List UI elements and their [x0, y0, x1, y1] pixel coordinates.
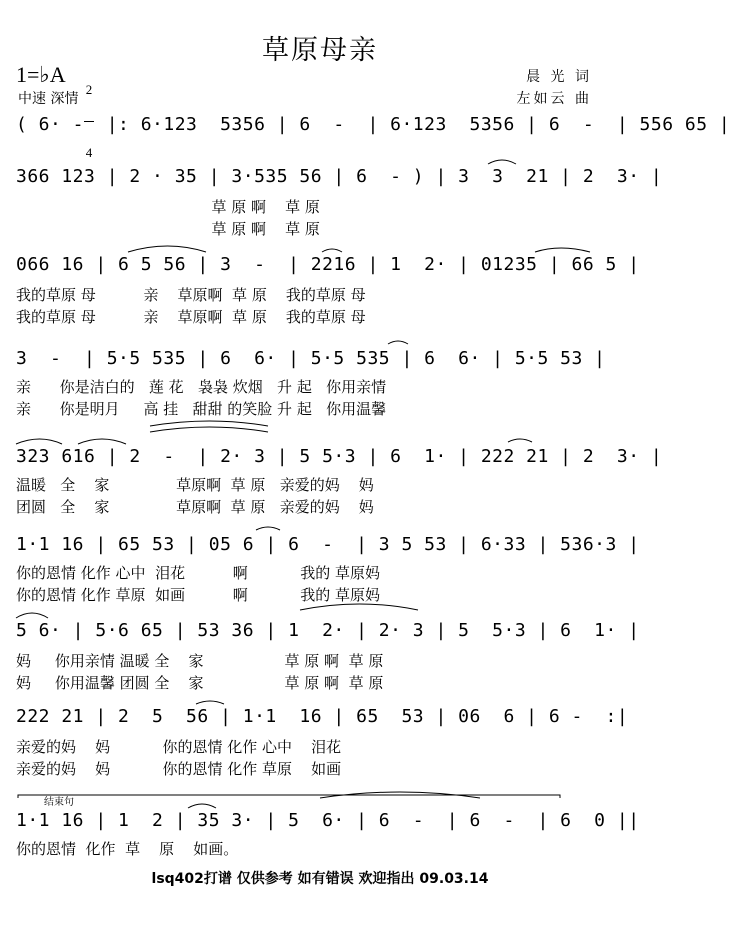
- slur: [256, 527, 280, 530]
- slur: [196, 701, 224, 704]
- tempo-marking: 中速 深情: [18, 91, 79, 107]
- lyric-line-5-verse-2: 团圆 全 家 草原啊 草 原 亲爱的妈 妈: [16, 498, 374, 516]
- lyric-line-5-verse-1: 温暖 全 家 草原啊 草 原 亲爱的妈 妈: [16, 476, 374, 494]
- notation-line-8: 222 21 | 2 5 56 | 1·1 16 | 65 53 | 06 6 | 6 - :|: [16, 706, 629, 727]
- meter-bottom: 4: [85, 145, 93, 160]
- lyric-line-3-verse-1: 我的草原 母 亲 草原啊 草 原 我的草原 母: [16, 286, 366, 304]
- lyric-line-2-verse-1: 草 原 啊 草 原: [16, 198, 320, 216]
- lyric-line-3-verse-2: 我的草原 母 亲 草原啊 草 原 我的草原 母: [16, 308, 366, 326]
- notation-line-5: 323 616 | 2 - | 2· 3 | 5 5·3 | 6 1· | 222 21 | 2 3· |: [16, 446, 663, 467]
- slur: [150, 427, 268, 432]
- lyric-line-6-verse-1: 你的恩情 化作 心中 泪花 啊 我的 草原妈: [16, 564, 380, 582]
- lyricist-credit: 晨 光 词: [526, 69, 592, 85]
- lyric-line-4-verse-1: 亲 你是洁白的 莲 花 袅袅 炊烟 升 起 你用亲情: [16, 378, 387, 396]
- lyric-line-6-verse-2: 你的恩情 化作 草原 如画 啊 我的 草原妈: [16, 586, 380, 604]
- lyric-line-9-verse-1: 你的恩情 化作 草 原 如画。: [16, 840, 239, 858]
- key-signature: 1=♭A: [16, 62, 66, 87]
- notation-line-7: 5 6· | 5·6 65 | 53 36 | 1 2· | 2· 3 | 5 5·3 | 6 1· |: [16, 620, 640, 641]
- slur: [188, 804, 216, 808]
- slur: [508, 439, 532, 442]
- slur: [128, 246, 206, 252]
- slur: [388, 341, 408, 344]
- song-title: 草原母亲: [262, 35, 378, 66]
- slur: [150, 421, 268, 426]
- ending-label: 结束句: [44, 797, 74, 808]
- notation-line-2: 366 123 | 2 · 35 | 3·535 56 | 6 - ) | 3 3 21 | 2 3· |: [16, 166, 663, 187]
- lyric-line-8-verse-1: 亲爱的妈 妈 你的恩情 化作 心中 泪花: [16, 738, 342, 756]
- slur: [16, 439, 62, 444]
- slur: [535, 248, 590, 252]
- meter-top: 2: [85, 82, 93, 97]
- lyric-line-4-verse-2: 亲 你是明月 高 挂 甜甜 的笑脸 升 起 你用温馨: [16, 400, 387, 418]
- slur: [322, 249, 342, 252]
- slur: [300, 604, 418, 610]
- notation-line-6: 1·1 16 | 65 53 | 05 6 | 6 - | 3 5 53 | 6·33 | 536·3 |: [16, 534, 640, 555]
- notation-line-4: 3 - | 5·5 535 | 6 6· | 5·5 535 | 6 6· | 5·5 53 |: [16, 348, 606, 369]
- slur: [16, 613, 48, 618]
- slur: [488, 160, 516, 164]
- notation-line-1: ( 6· - |: 6·123 5356 | 6 - | 6·123 5356 | 6 - | 556 65 |: [16, 114, 730, 135]
- slur: [78, 439, 126, 444]
- notation-line-3: 066 16 | 6 5 56 | 3 - | 2216 | 1 2· | 01235 | 66 5 |: [16, 254, 640, 275]
- lyric-line-7-verse-2: 妈 你用温馨 团圆 全 家 草 原 啊 草 原: [16, 674, 384, 692]
- composer-credit: 左如云 曲: [516, 91, 592, 107]
- notation-line-9: 1·1 16 | 1 2 | 35 3· | 5 6· | 6 - | 6 - | 6 0 ||: [16, 810, 640, 831]
- footer-note: lsq402打谱 仅供参考 如有错误 欢迎指出 09.03.14: [151, 871, 489, 887]
- lyric-line-2-verse-2: 草 原 啊 草 原: [16, 220, 320, 238]
- lyric-line-8-verse-2: 亲爱的妈 妈 你的恩情 化作 草原 如画: [16, 760, 342, 778]
- lyric-line-7-verse-1: 妈 你用亲情 温暖 全 家 草 原 啊 草 原: [16, 652, 384, 670]
